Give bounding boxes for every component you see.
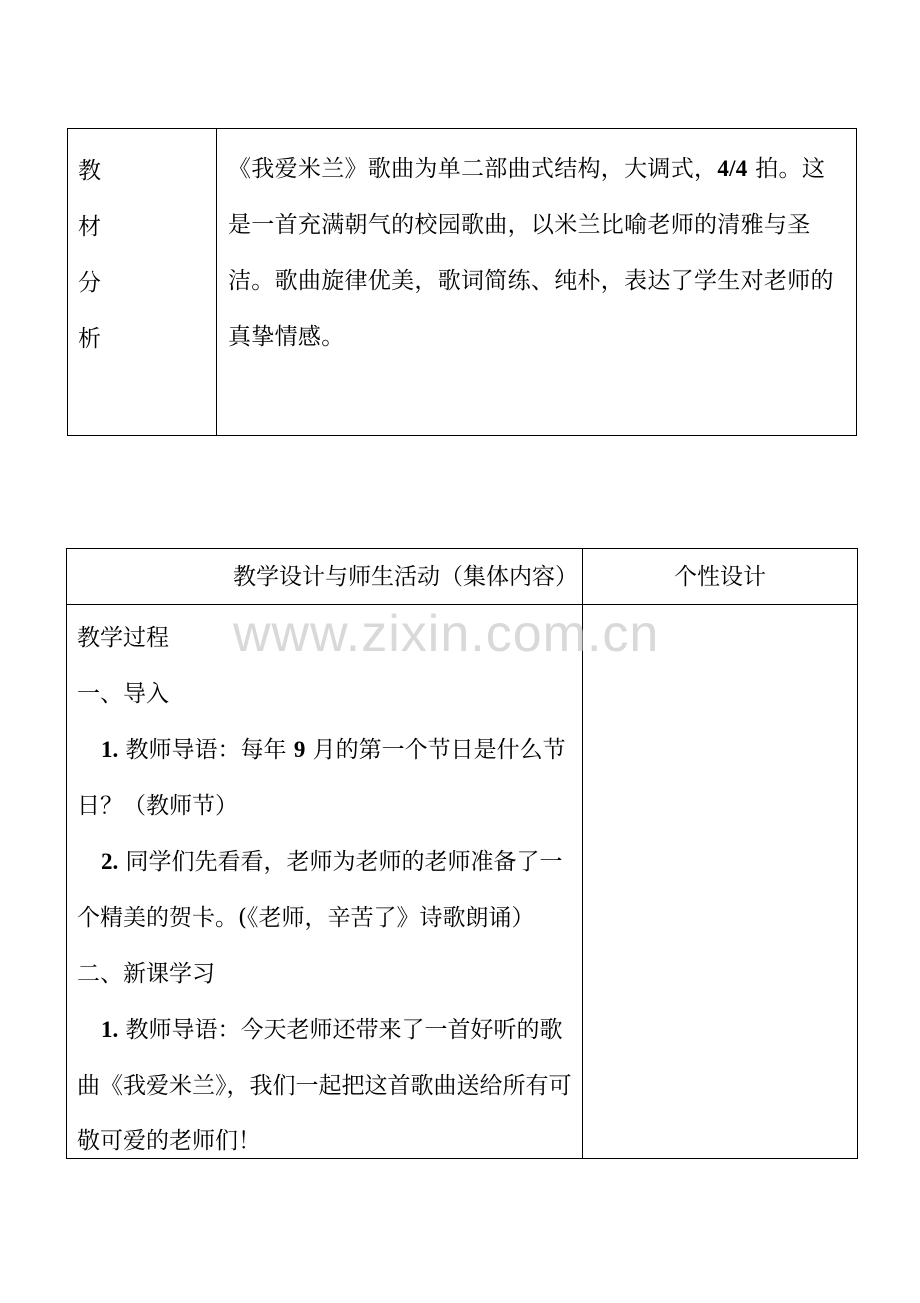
process-item: 2. 同学们先看看，老师为老师的老师准备了一个精美的贺卡。(《老师，辛苦了》诗歌朗诵） [77, 849, 563, 931]
process-item: 1. 教师导语：每年 9 月的第一个节日是什么节日？（教师节） [77, 737, 566, 819]
watermark: www.zixin.com.cn [233, 605, 660, 663]
personal-design-cell [583, 605, 857, 1158]
label-char: 教 [78, 158, 101, 184]
material-analysis-text: 《我爱米兰》歌曲为单二部曲式结构，大调式，4/4 拍。这是一首充满朝气的校园歌曲，以米兰比喻老师的清雅与圣洁。歌曲旋律优美，歌词简练、纯朴，表达了学生对老师的真挚情感。 [228, 156, 834, 350]
label-char: 材 [78, 214, 101, 240]
header-side: 个性设计 [674, 564, 766, 590]
process-item: 1. 教师导语：今天老师还带来了一首好听的歌曲《我爱米兰》，我们一起把这首歌曲送给所有可敬可爱的老师们！ [77, 1017, 572, 1155]
header-main: 教学设计与师生活动（集体内容） [67, 549, 583, 604]
teaching-process-cell [67, 605, 583, 1158]
teaching-design-table [66, 548, 858, 1159]
label-char: 分 [78, 270, 101, 296]
label-char: 析 [78, 326, 101, 352]
table-body-row [67, 605, 857, 1158]
table-header-row [67, 549, 857, 605]
section-title: 二、新课学习 [77, 960, 215, 987]
material-analysis-table [67, 128, 857, 436]
section-title: 一、导入 [77, 680, 169, 707]
process-title: 教学过程 [77, 625, 169, 651]
meter-value: 4/4 [717, 156, 748, 181]
material-analysis-label [68, 129, 217, 435]
